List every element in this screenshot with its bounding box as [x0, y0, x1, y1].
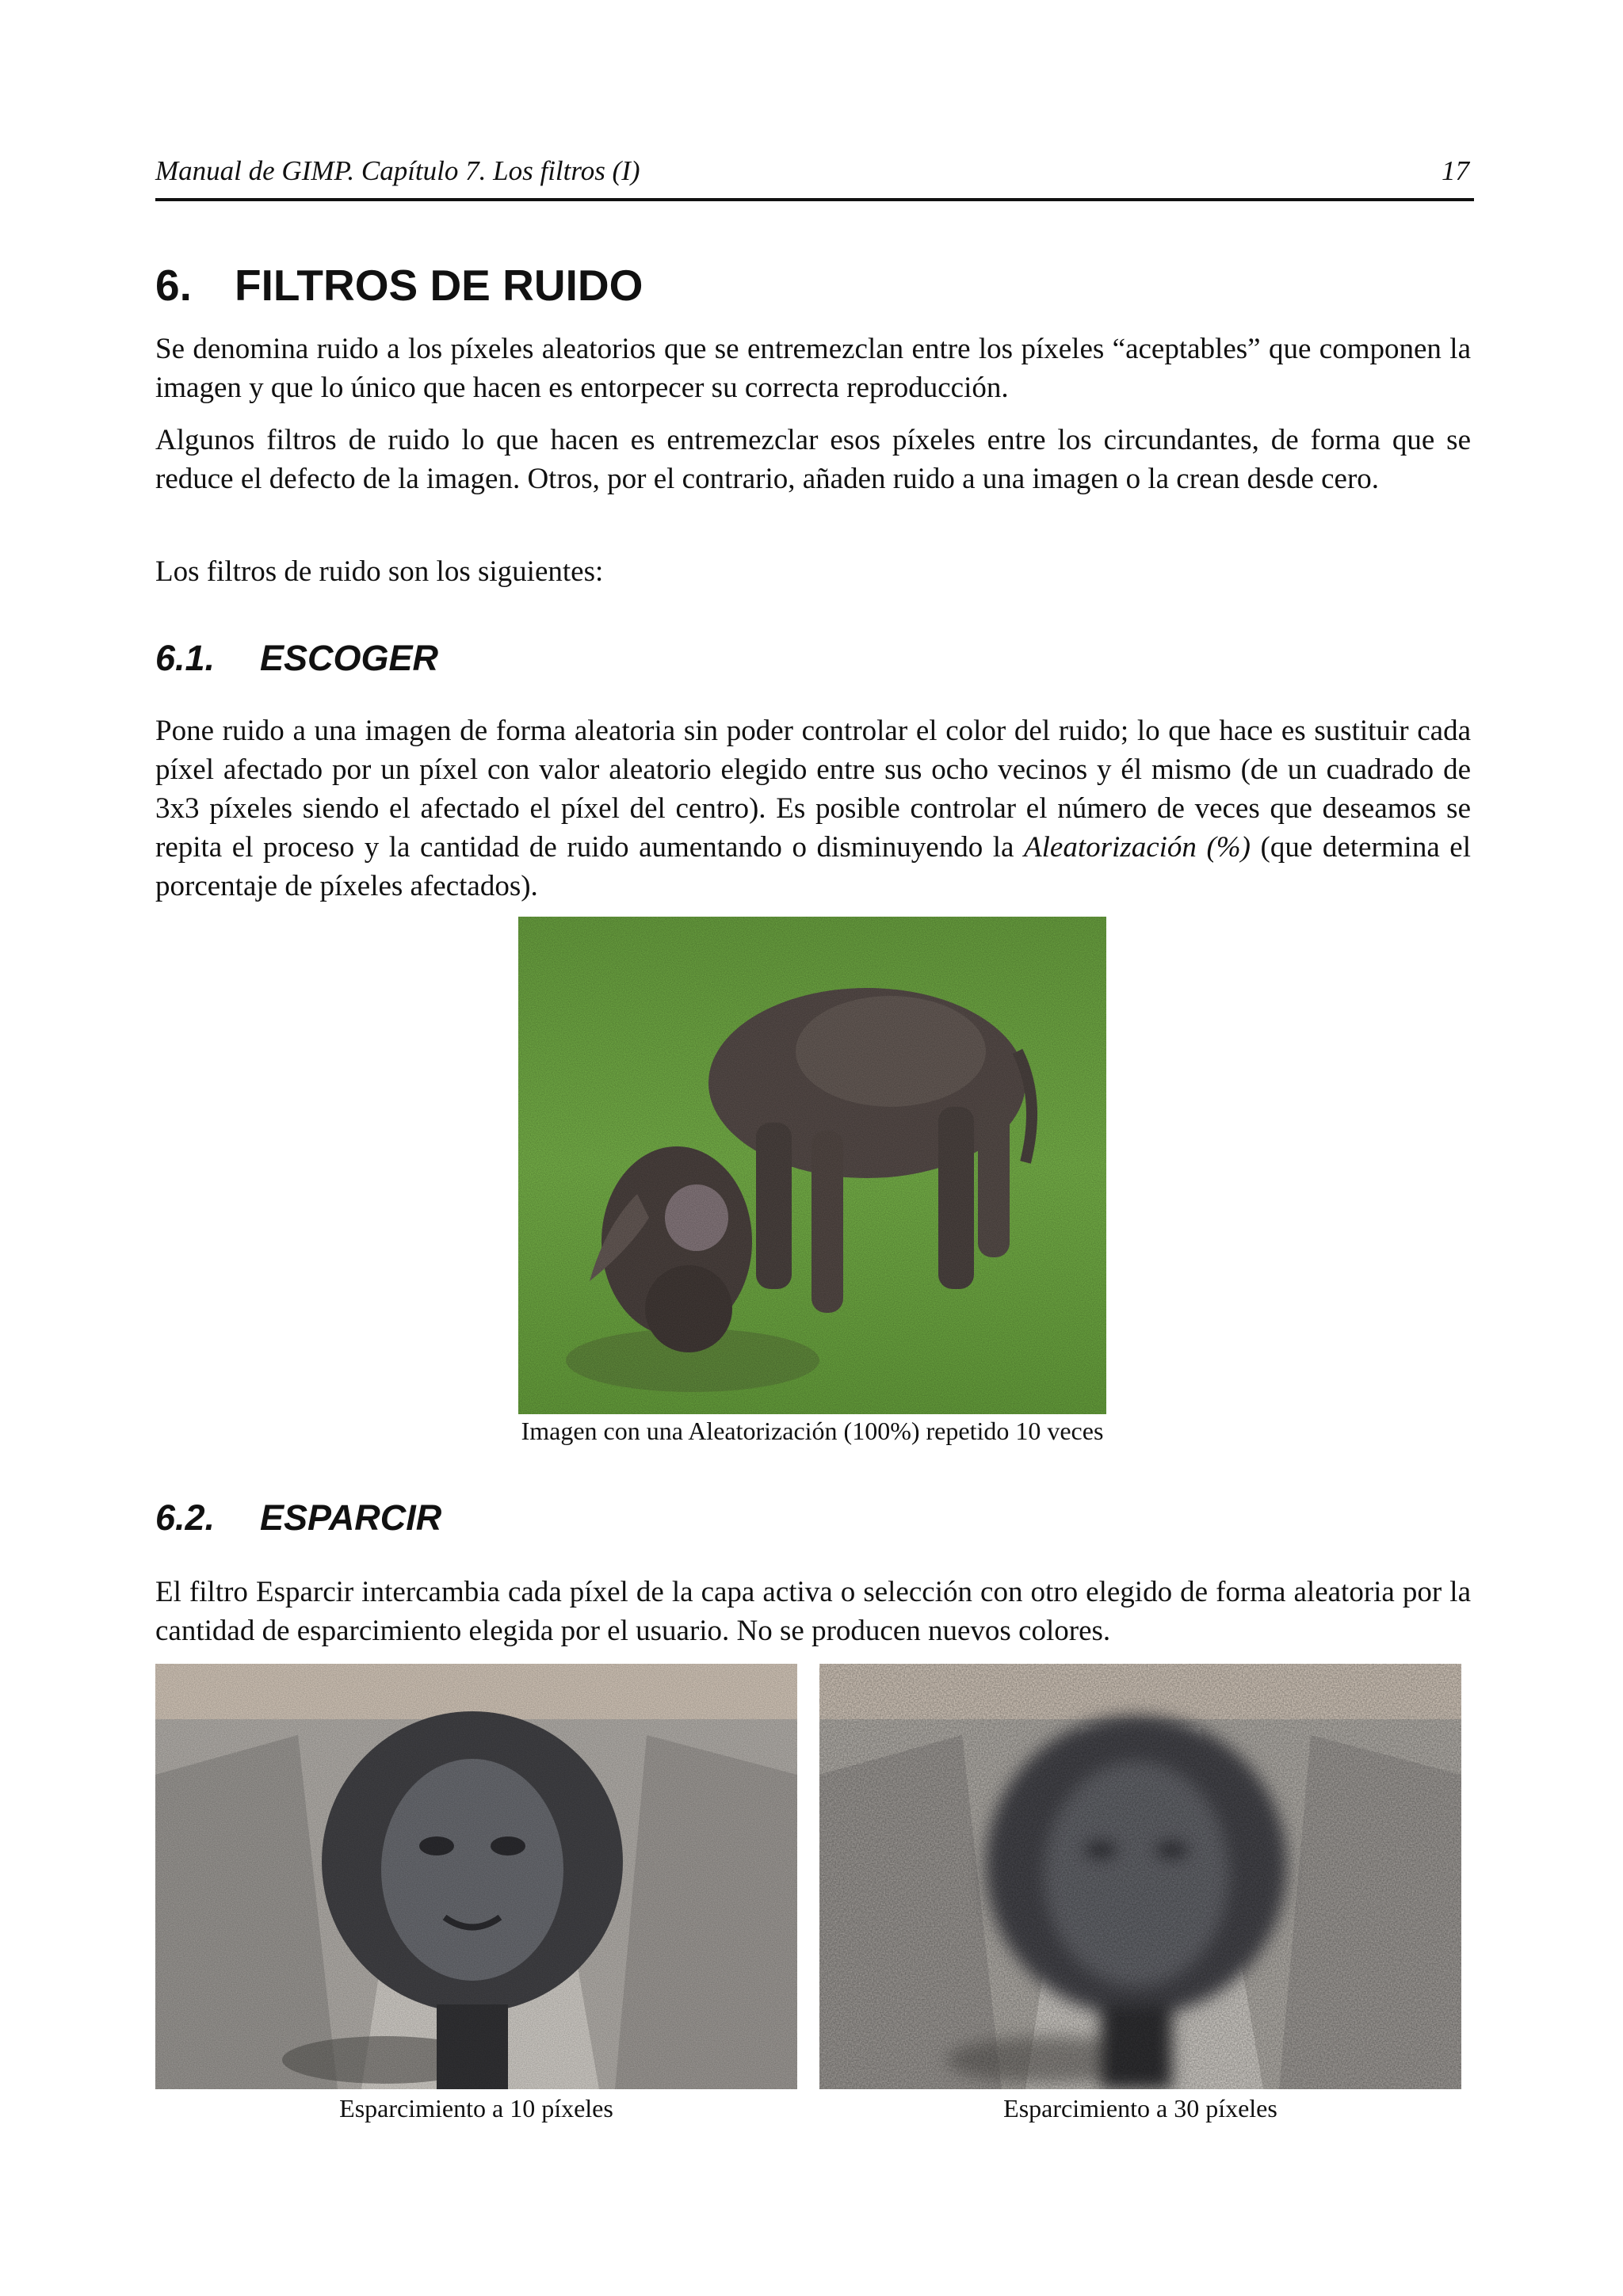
intro-paragraph-1: Se denomina ruido a los píxeles aleatorios que se entremezclan entre los píxeles “aceptables” que componen la imagen y que lo único que hacen es entorpecer su correcta reproducción. [155, 333, 1471, 404]
intro-paragraph-3: Los filtros de ruido son los siguientes: [155, 555, 604, 588]
subsection-title: ESPARCIR [260, 1497, 442, 1538]
boar-photo [518, 917, 1106, 1414]
lion-photo-spread-30 [819, 1664, 1461, 2089]
header-rule [155, 198, 1474, 201]
subsection-heading-escoger [155, 638, 438, 679]
lion-caption-30: Esparcimiento a 30 píxeles [1003, 2094, 1277, 2122]
esparcir-paragraph: El filtro Esparcir intercambia cada píxel de la capa activa o selección con otro elegido de forma aleatoria por la cantidad de esparcimiento elegida por el usuario. No se producen nuevos colores. [155, 1576, 1471, 1647]
boar-caption: Imagen con una Aleatorización (100%) repetido 10 veces [521, 1417, 1104, 1445]
escoger-paragraph [155, 711, 1471, 906]
lion-photo-spread-10 [155, 1664, 797, 2089]
section-number: 6. [155, 261, 192, 310]
escoger-italic-term: Aleatorización (%) [1024, 831, 1251, 864]
subsection-number: 6.2. [155, 1497, 216, 1538]
escoger-text-start: Pone ruido a una imagen de forma aleatoria sin poder controlar el color del ruido; lo que hace es sustituir cada píxel afectado por un píxel con valor aleatorio elegido entre sus ocho vecinos y él mismo (de un cuadrado de 3x3 píxeles siendo el afectado el píxel del centro). Es posible controlar el número de veces que deseamos se repita el proceso y la cantidad de ruido aumentando o disminuyendo la [155, 715, 1471, 864]
subsection-heading-esparcir [155, 1497, 441, 1539]
section-heading [155, 260, 643, 311]
subsection-title: ESCOGER [260, 638, 439, 678]
escoger-text-end: (que determina el porcentaje de píxeles afectados). [155, 831, 1472, 902]
subsection-number: 6.1. [155, 638, 216, 678]
section-title: FILTROS DE RUIDO [235, 261, 643, 310]
page-number: 17 [1442, 155, 1469, 186]
lion-caption-10: Esparcimiento a 10 píxeles [339, 2094, 613, 2122]
intro-paragraph-2: Algunos filtros de ruido lo que hacen es entremezclar esos píxeles entre los circundantes, de forma que se reduce el defecto de la imagen. Otros, por el contrario, añaden ruido a una imagen o la crean desde cero. [155, 424, 1471, 495]
header-title: Manual de GIMP. Capítulo 7. Los filtros (I) [155, 155, 640, 186]
